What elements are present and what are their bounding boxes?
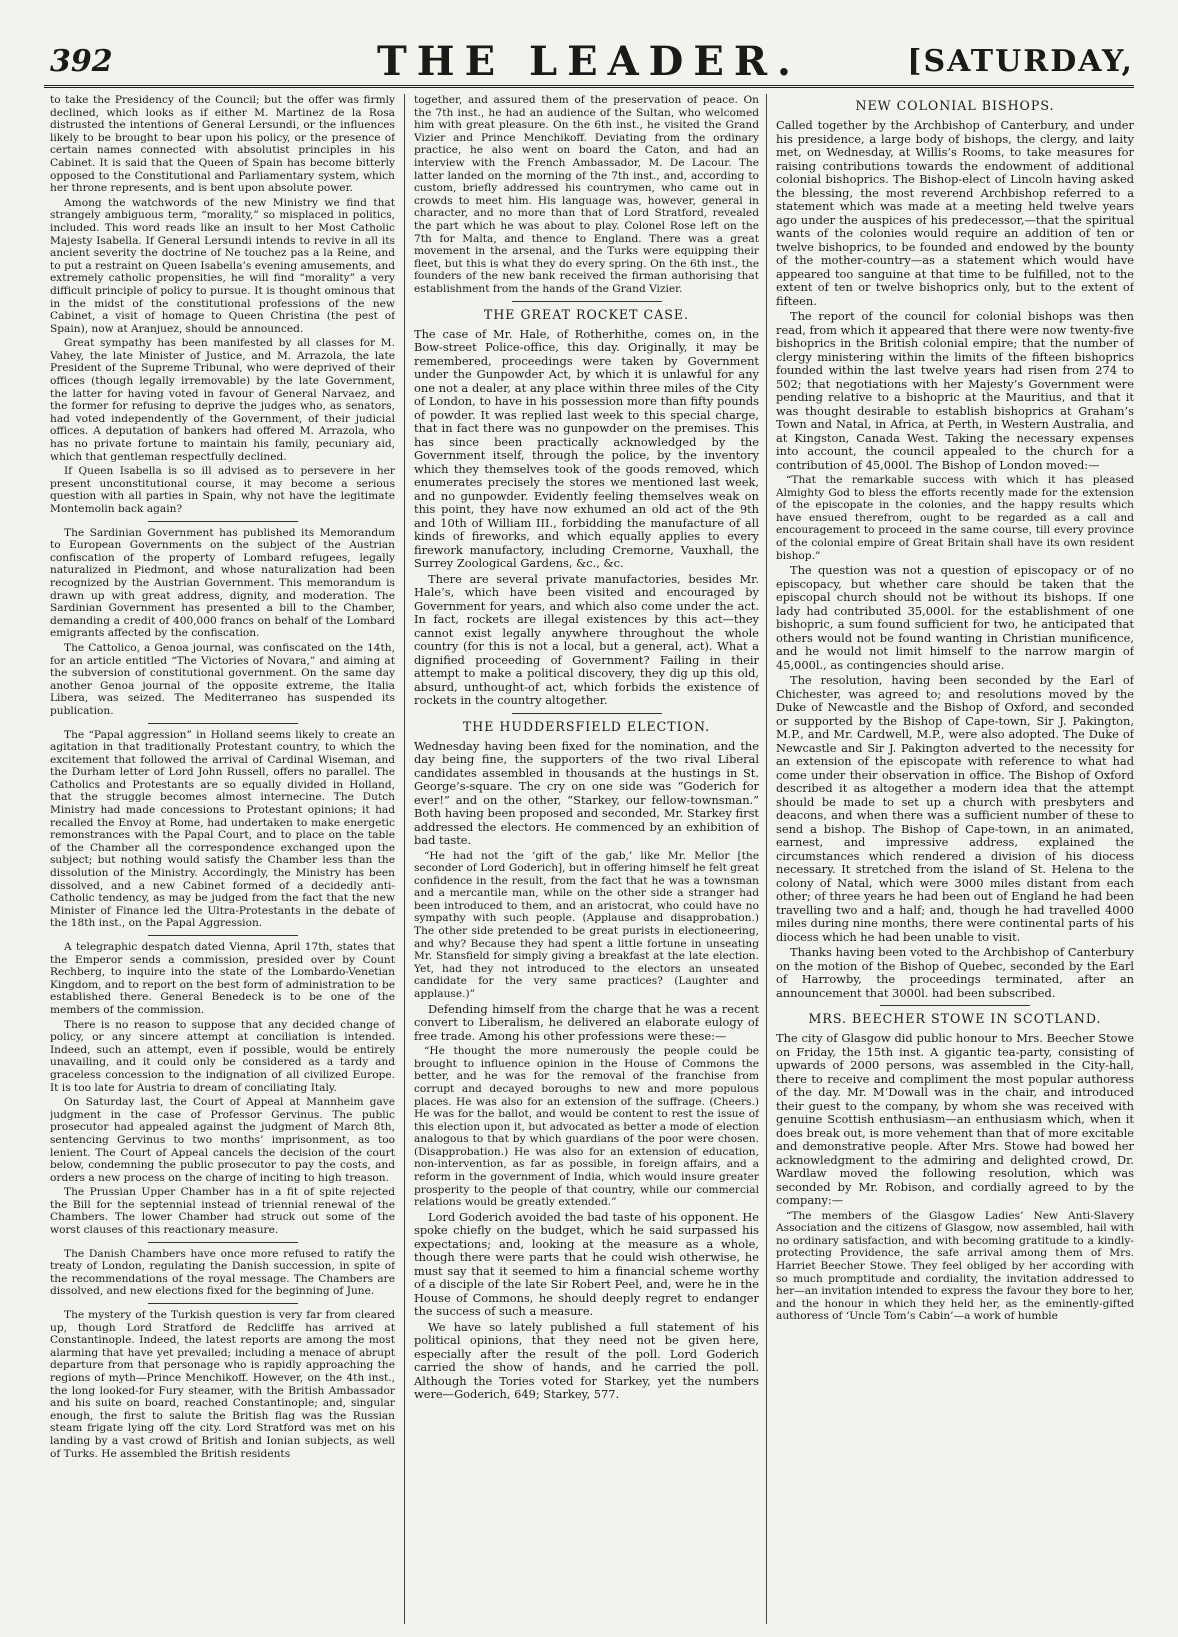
paragraph: Called together by the Archbishop of Canterbury, and under his presidence, a large body of bishops, the clergy, and laity met, on Wednesday, at Willis’s Rooms, to take measures for raising contributions towards the endowment of additional colonial bishoprics. The Bishop-elect of Lincoln having asked the blessing, the most reverend Archbishop referred to a statement which was made at a meeting held twelve years ago under the auspices of his predecessor,—that the spiritual wants of the colonies would require an addition of ten or twelve bishoprics, to be founded and endowed by the bounty of the mother-country—as a statement which would have appeared too sanguine at that time to be fulfilled, not to the extent of ten or twelve bishoprics only, but to the extent of fifteen.: [776, 118, 1134, 308]
paragraph: Defending himself from the charge that he was a recent convert to Liberalism, he delivered an elaborate eulogy of free trade. Among his other professions were these:—: [414, 1001, 759, 1043]
paragraph: The mystery of the Turkish question is very far from cleared up, though Lord Stratford de Redcliffe has arrived at Constantinople. Indeed, the latest reports are among the most alarming that have yet prevailed; including a menace of abrupt departure from that personage who is rapidly approaching the regions of myth—Prince Menchikoff. However, on the 4th inst., the long looked-for Fury steamer, with the British Ambassador and his suite on board, reached Constantinople; and, singular enough, the first to salute the British flag was the Russian steam frigate lying off the city. Lord Stratford was met on his landing by a vast crowd of British and Ionian subjects, as well of Turks. He assembled the British residents: [50, 1309, 395, 1460]
paragraph: The question was not a question of episcopacy or of no episcopacy, but whether care should be taken that the episcopal church should not be without its bishops. If one lady had contributed 35,000l. for the establishment of one bishopric, a sum found sufficient for two, he anticipated that others would not be found wanting in Christian munificence, and he would not limit himself to the narrow margin of 45,000l., as contingencies should arise.: [776, 563, 1134, 672]
quotation: “He thought the more numerously the people could be brought to influence opinion in the House of Commons the better, and he was for the removal of the franchise from corrupt and decayed boroughs to new and more populous places. He was also for an extension of the suffrage. (Cheers.) He was for the ballot, and would be content to rest the issue of this election upon it, but advocated as better a mode of election analogous to that by which guardians of the poor were chosen. (Disapprobation.) He was also for an extension of education, non-intervention, as far as possible, in foreign affairs, and a reform in the government of India, which would insure greater prosperity to the people of that country, while our commercial relations would be greatly extended.”: [414, 1045, 759, 1209]
article-heading: MRS. BEECHER STOWE IN SCOTLAND.: [808, 1011, 1102, 1027]
section-rule: [880, 1005, 1030, 1006]
article-heading: NEW COLONIAL BISHOPS.: [855, 98, 1055, 113]
paragraph: Among the watchwords of the new Ministry we find that strangely ambiguous term, “morality,” so misplaced in politics, included. This word reads like an insult to her Most Catholic Majesty Isabella. If General Lersundi intends to revive in all its ancient severity the doctrine of Ne touchez pas a la Reine, and to put a restraint on Queen Isabella’s evening amusements, and extremely catholic propensities, he will find “morality” a very difficult principle of policy to pursue. It is thought ominous that in the midst of the constitutional professions of the new Cabinet, a visit of homage to Queen Christina (the pest of Spain), now at Aranjuez, should be announced.: [50, 196, 395, 335]
column-1: [50, 94, 395, 1624]
paragraph: The case of Mr. Hale, of Rotherhithe, comes on, in the Bow-street Police-office, this day. Originally, it may be remembered, proceedings were taken by Government under the Gunpowder Act, by which it is unlawful for any one not a dealer, at any place within three miles of the City of London, to have in his possession more than fifty pounds of powder. It was replied last week to this special charge, that in fact there was no gunpowder on the premises. This has since been practically acknowledged by the Government itself, through the police, by the inventory which they themselves took of the goods removed, which enumerates precisely the stores we mentioned last week, and no gunpowder. Evidently feeling themselves weak on this point, they have now exhumed an old act of the 9th and 10th of William III., forbidding the manufacture of all kinds of fireworks, and which equally applies to every firework manufactory, including Cremorne, Vauxhall, the Surrey Zoological Gardens, &c., &c.: [414, 326, 759, 570]
quotation: “He had not the ‘gift of the gab,’ like Mr. Mellor [the seconder of Lord Goderich], but in offering himself he felt great confidence in the result, from the fact that he was a townsman and a mercantile man, while on the other side a stranger had been introduced to them, and an aristocrat, who could have no sympathy with such people. (Applause and disapprobation.) The other side pretended to be great purists in electioneering, and why? Because they had spent a little fortune in unseating Mr. Stansfield for simply giving a breakfast at the late election. Yet, had they not introduced to the electors an unseated candidate for the very same practices? (Laughter and applause.)”: [414, 849, 759, 1001]
paragraph: The city of Glasgow did public honour to Mrs. Beecher Stowe on Friday, the 15th inst. A gigantic tea-party, consisting of upwards of 2000 persons, was assembled in the City-hall, there to receive and compliment the most popular authoress of the day. Mr. M‘Dowall was in the chair, and introduced their guest to the company, by whom she was received with genuine Scottish enthusiasm—an enthusiasm which, when it does break out, is more vehement than that of more excitable and demonstrative people. After Mrs. Stowe had bowed her acknowledgment to the admiring and delighted crowd, Dr. Wardlaw moved the following resolution, which was seconded by Mr. Robison, and cordially agreed to by the company:—: [776, 1031, 1134, 1208]
paragraph: The Cattolico, a Genoa journal, was confiscated on the 14th, for an article entitled “The Victories of Novara,” and aiming at the subversion of constitutional government. On the same day another Genoa journal of the opposite extreme, the Italia Libera, was seized. The Mediterraneo has suspended its publication.: [50, 641, 395, 717]
quotation: “That the remarkable success with which it has pleased Almighty God to bless the efforts recently made for the extension of the episcopate in the colonies, and the happy results which have ensued therefrom, ought to be regarded as a call and encouragement to proceed in the same course, till every province of the colonial empire of Great Britain shall have its own resident bishop.”: [776, 474, 1134, 562]
column-2: [414, 94, 759, 1624]
paragraph: The Sardinian Government has published its Memorandum to European Governments on the subject of the Austrian confiscation of the property of Lombard refugees, legally naturalized in Piedmont, and whose naturalization had been recognized by the Austrian Government. This memorandum is drawn up with great address, dignity, and moderation. The Sardinian Government has presented a bill to the Chamber, demanding a credit of 400,000 francs on behalf of the Lombard emigrants affected by the confiscation.: [50, 526, 395, 640]
paragraph: Great sympathy has been manifested by all classes for M. Vahey, the late Minister of Justice, and M. Arrazola, the late President of the Supreme Tribunal, who were deprived of their offices (though legally irremovable) by the late Government, the latter for having voted in favour of General Narvaez, and the former for refusing to deprive the judges who, as senators, had voted independently of the Government, of their judicial offices. A deputation of bankers had offered M. Arrazola, who has no private fortune to maintain his family, pecuniary aid, which that gentleman respectfully declined.: [50, 337, 395, 463]
quotation: “The members of the Glasgow Ladies’ New Anti-Slavery Association and the citizens of Glasgow, now assembled, hail with no ordinary satisfaction, and with becoming gratitude to a kindly-protecting Providence, the safe arrival among them of Mrs. Harriet Beecher Stowe. They feel obliged by her according with so much promptitude and cordiality, the invitation addressed to her—an invitation intended to express the favour they bore to her, and the honour in which they held her, as the eminently-gifted authoress of ‘Uncle Tom’s Cabin’—a work of humble: [776, 1209, 1134, 1323]
paragraph: A telegraphic despatch dated Vienna, April 17th, states that the Emperor sends a commission, presided over by Count Rechberg, to inquire into the state of the Lombardo-Venetian Kingdom, and to report on the best form of administration to be established there. General Benedeck is to be one of the members of the commission.: [50, 941, 395, 1016]
section-rule: [512, 713, 662, 714]
section-rule: [148, 935, 298, 936]
section-rule: [148, 723, 298, 724]
paragraph: Thanks having been voted to the Archbishop of Canterbury on the motion of the Bishop of Quebec, seconded by the Earl of Harrowby, the proceedings terminated, after an announcement that 3000l. had been subscribed.: [776, 945, 1134, 1000]
article-heading: THE HUDDERSFIELD ELECTION.: [462, 718, 711, 734]
paragraph: Wednesday having been fixed for the nomination, and the day being fine, the supporters of the two rival Liberal candidates assembled in thousands at the hustings in St. George’s-square. The cry on one side was “Goderich for ever!” and on the other, “Starkey, our fellow-townsman.” Both having been proposed and seconded, Mr. Starkey first addressed the electors. He commenced by an exhibition of bad taste.: [414, 738, 759, 847]
paragraph: There are several private manufactories, besides Mr. Hale’s, which have been visited and encouraged by Government for years, and which also come under the act. In fact, rockets are illegal existences by this act—they cannot exist legally anywhere throughout the whole country (for this is not a local, but a general, act). What a dignified proceeding of Government? Failing in their attempt to make a political discovery, they dig up this old, absurd, unthought-of act, which forbids the existence of rockets in the country altogether.: [414, 571, 759, 707]
paragraph: together, and assured them of the preservation of peace. On the 7th inst., he had an audience of the Sultan, who welcomed him with great pleasure. On the 6th inst., he visited the Grand Vizier and Prince Menchikoff. Deviating from the ordinary practice, he also went on board the Caton, and had an interview with the French Ambassador, M. De Lacour. The latter landed on the morning of the 7th inst., and, according to custom, briefly addressed his countrymen, who came out in crowds to meet him. His language was, however, general in character, and no more than that of Lord Stratford, revealed the part which he was about to play. Colonel Rose left on the 7th for Malta, and thence to England. There was a great movement in the arsenal, and the Turks were equipping their fleet, but this is what they do every spring. On the 6th inst., the founders of the new bank received the firman authorising that establishment from the hands of the Grand Vizier.: [414, 94, 759, 295]
column-divider: [404, 94, 405, 1624]
paragraph: The “Papal aggression” in Holland seems likely to create an agitation in that traditionally Protestant country, to which the excitement that followed the arrival of Cardinal Wiseman, and the Durham letter of Lord John Russell, offers no parallel. The Catholics and Protestants are so equally divided in Holland, that the struggle becomes almost internecine. The Dutch Ministry had made concessions to Protestant opinions; it had recalled the Envoy at Rome, had undertaken to make energetic remonstrances with the Papal Court, and to place on the table of the Chamber all the correspondence exchanged upon the subject; but nothing would satisfy the Chamber less than the dissolution of the Ministry. Accordingly, the Ministry has been dissolved, and a new Cabinet formed of a decidedly anti-Catholic tendency, as may be judged from the fact that the new Minister of Finance led the Ultra-Protestants in the debate of the 18th inst., on the Papal Aggression.: [50, 728, 395, 930]
paragraph: The Prussian Upper Chamber has in a fit of spite rejected the Bill for the septennial instead of triennial renewal of the Chambers. The lower Chamber had struck out some of the worst clauses of this reactionary measure.: [50, 1186, 395, 1237]
paragraph: Lord Goderich avoided the bad taste of his opponent. He spoke chiefly on the budget, which he said surpassed his expectations; and, looking at the measure as a whole, though there were parts that he could wish otherwise, he must say that it seemed to him a financial scheme worthy of a disciple of the late Sir Robert Peel, and, were he in the House of Commons, he should deeply regret to endanger the success of such a measure.: [414, 1209, 759, 1319]
column-divider: [766, 94, 767, 1624]
day-label: [SATURDAY,: [907, 44, 1134, 79]
section-rule: [148, 1242, 298, 1243]
masthead-title: THE LEADER.: [377, 38, 801, 85]
article-heading: THE GREAT ROCKET CASE.: [483, 306, 690, 322]
column-3: [776, 94, 1134, 1624]
section-rule: [148, 521, 298, 522]
paragraph: On Saturday last, the Court of Appeal at Mannheim gave judgment in the case of Professor Gervinus. The public prosecutor had appealed against the judgment of March 8th, sentencing Gervinus to two months’ imprisonment, as too lenient. The Court of Appeal cancels the decision of the court below, condemning the public prosecutor to pay the costs, and orders a new process on the charge of inciting to high treason.: [50, 1096, 395, 1184]
page-header: [44, 32, 1134, 90]
paragraph: The resolution, having been seconded by the Earl of Chichester, was agreed to; and resolutions moved by the Duke of Newcastle and the Bishop of Oxford, and seconded or supported by the Bishop of Cape-town, Sir J. Pakington, M.P., and Mr. Cardwell, M.P., were also adopted. The Duke of Newcastle and Sir J. Pakington adverted to the necessity for an extension of the episcopate with reference to what had come under their observation in office. The Bishop of Oxford described it as altogether a modern idea that the attempt should be made to set up a church with presbyters and deacons, and when there was a sufficient number of these to send a bishop. The Bishop of Cape-town, in an animated, earnest, and impressive address, explained the circumstances which rendered a division of his diocess necessary. It stretched from the island of St. Helena to the colony of Natal, which were 3000 miles distant from each other; of three years he had been out of England he had been travelling two and a half; and, though he had travelled 4000 miles during nine months, there were continental parts of his diocess which he had been unable to visit.: [776, 673, 1134, 944]
paragraph: The report of the council for colonial bishops was then read, from which it appeared that there were now twenty-five bishoprics in the British colonial empire; that the number of clergy ministering within the limits of the fifteen bishoprics founded within the last twelve years had risen from 274 to 502; that negotiations with her Majesty’s Government were pending relative to a bishopric at the Mauritius, and that it was thought desirable to establish bishoprics at Graham’s Town and Natal, in Africa, at Perth, in Western Australia, and at Kingston, Canada West. Taking the necessary expenses into account, the council appealed to the church for a contribution of 45,000l. The Bishop of London moved:—: [776, 309, 1134, 472]
paragraph: to take the Presidency of the Council; but the offer was firmly declined, which looks as if either M. Martinez de la Rosa distrusted the intentions of General Lersundi, or the influences likely to be brought to bear upon his policy, or the presence of certain names connected with absolutist principles in his Cabinet. It is said that the Queen of Spain has become bitterly opposed to the Constitutional and Parliamentary system, which her throne represents, and is bent upon absolute power.: [50, 94, 395, 195]
paragraph: There is no reason to suppose that any decided change of policy, or any sincere attempt at conciliation is intended. Indeed, such an attempt, even if possible, would be entirely unavailing, and it could only be considered as a tardy and graceless concession to the indignation of all civilized Europe. It is too late for Austria to dream of conciliating Italy.: [50, 1018, 395, 1094]
page-number: 392: [50, 44, 113, 79]
paragraph: If Queen Isabella is so ill advised as to persevere in her present unconstitutional course, it may become a serious question with all parties in Spain, why not have the legitimate Montemolin back again?: [50, 465, 395, 515]
section-rule: [512, 301, 662, 302]
paragraph: We have so lately published a full statement of his political opinions, that they need not be given here, especially after the result of the poll. Lord Goderich carried the show of hands, and he carried the poll. Although the Tories voted for Starkey, yet the numbers were—Goderich, 649; Starkey, 577.: [414, 1319, 759, 1402]
header-rule: [44, 85, 1134, 88]
paragraph: The Danish Chambers have once more refused to ratify the treaty of London, regulating the Danish succession, in spite of the recommendations of the royal message. The Chambers are dissolved, and new elections fixed for the beginning of June.: [50, 1247, 395, 1298]
section-rule: [148, 1303, 298, 1304]
